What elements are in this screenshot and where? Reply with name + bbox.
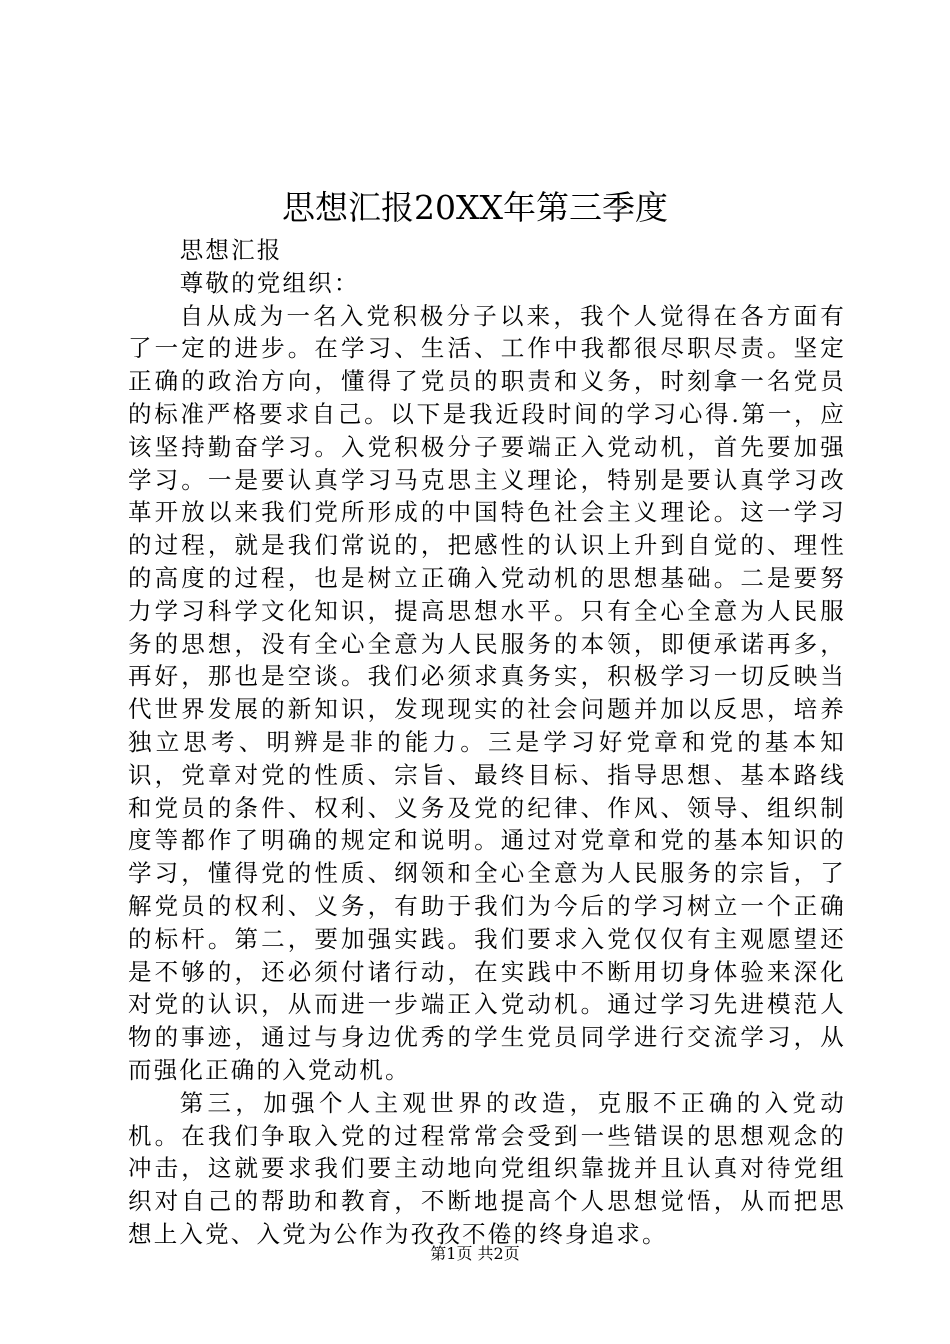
body-paragraph: 自从成为一名入党积极分子以来，我个人觉得在各方面有了一定的进步。在学习、生活、工作中我都很尽职尽责。坚定正确的政治方向，懂得了党员的职责和义务，时刻拿一名党员的标准严格要求自己。以下是我近段时间的学习心得.第一，应该坚持勤奋学习。入党积极分子要端正入党动机，首先要加强学习。一是要认真学习马克思主义理论，特别是要认真学习改革开放以来我们党所形成的中国特色社会主义理论。这一学习的过程，就是我们常说的，把感性的认识上升到自觉的、理性的高度的过程，也是树立正确入党动机的思想基础。二是要努力学习科学文化知识，提高思想水平。只有全心全意为人民服务的思想，没有全心全意为人民服务的本领，即便承诺再多，再好，那也是空谈。我们必须求真务实，积极学习一切反映当代世界发展的新知识，发现现实的社会问题并加以反思，培养独立思考、明辨是非的能力。三是学习好党章和党的基本知识，党章对党的性质、宗旨、最终目标、指导思想、基本路线和党员的条件、权利、义务及党的纪律、作风、领导、组织制度等都作了明确的规定和说明。通过对党章和党的基本知识的学习，懂得党的性质、纲领和全心全意为人民服务的宗旨，了解党员的权利、义务，有助于我们为今后的学习树立一个正确的标杆。第二，要加强实践。我们要求入党仅仅有主观愿望还是不够的，还必须付诸行动，在实践中不断用切身体验来深化对党的认识，从而进一步端正入党动机。通过学习先进模范人物的事迹，通过与身边优秀的学生党员同学进行交流学习，从而强化正确的入党动机。 (128, 301, 846, 1084)
document-body (128, 234, 846, 1251)
document-title: 思想汇报20XX年第三季度 (282, 188, 668, 227)
salutation-paragraph: 尊敬的党组织： (179, 268, 360, 297)
heading-paragraph: 思想汇报 (179, 236, 283, 264)
body-paragraph: 第三，加强个人主观世界的改造，克服不正确的入党动机。在我们争取入党的过程常常会受到一些错误的思想观念的冲击，这就要求我们要主动地向党组织靠拢并且认真对待党组织对自己的帮助和教育，不断地提高个人思想觉悟，从而把思想上入党、入党为公作为孜孜不倦的终身追求。 (128, 1088, 846, 1248)
page-footer: 第1页 共2页 (430, 1244, 520, 1263)
